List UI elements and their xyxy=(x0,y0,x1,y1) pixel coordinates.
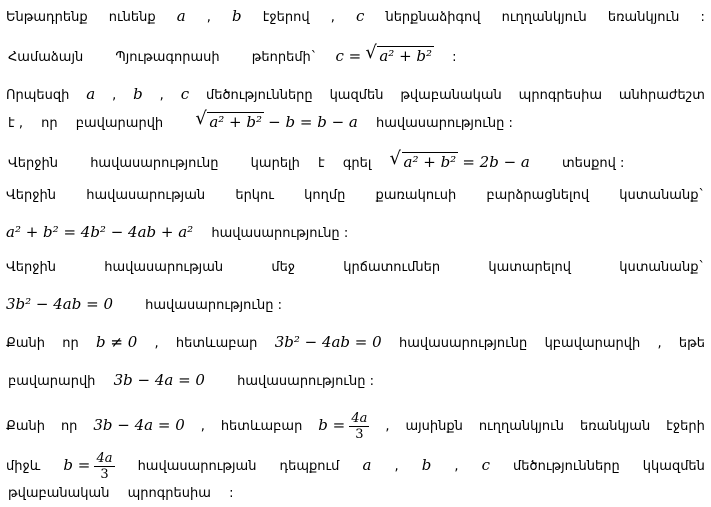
math-a: a xyxy=(176,7,186,25)
math-equation: a² + b² = 4b² − 4ab + a² xyxy=(6,223,194,241)
word: Համաձայն xyxy=(8,50,84,65)
word: կստանանք` xyxy=(619,260,705,275)
comma: , xyxy=(657,336,662,351)
comma: , xyxy=(394,459,399,474)
math-c: c xyxy=(180,85,190,103)
word: հավասարությունը xyxy=(398,336,528,351)
word: մեծությունները xyxy=(513,459,620,474)
comma: , xyxy=(385,419,390,434)
word: հավասարության xyxy=(104,260,224,275)
math-lhs: c = xyxy=(335,47,362,65)
comma: , xyxy=(112,88,117,103)
word: քառակուսի xyxy=(375,188,457,203)
period: : xyxy=(452,50,457,65)
word: դեպքում xyxy=(279,459,340,474)
word: պրոգրեսիա xyxy=(518,88,602,103)
word: եռանկյուն xyxy=(607,10,680,25)
word: Ենթադրենք xyxy=(6,10,88,25)
comma: , xyxy=(18,116,23,131)
word: հավասարության xyxy=(137,459,257,474)
word: կբավարարվի xyxy=(544,336,641,351)
word: էջերով xyxy=(262,10,310,25)
math-b: b xyxy=(231,7,242,25)
word: Պյութագորասի xyxy=(115,50,220,65)
word: կրճատումներ xyxy=(343,260,441,275)
word: հավասարության xyxy=(86,188,206,203)
word: հավասարությունը xyxy=(376,116,505,131)
line-6 xyxy=(6,186,705,206)
word: ունենք xyxy=(108,10,156,25)
line-7 xyxy=(6,222,705,244)
word: հավասարությունը xyxy=(237,374,366,389)
word: կողմը xyxy=(304,188,346,203)
math-equation: 3b − 4a = 0 xyxy=(113,371,205,389)
word: ուղղանկյուն xyxy=(478,419,564,434)
math-b: b xyxy=(421,456,432,474)
word: հավասարությունը xyxy=(90,156,219,171)
word: Վերջին xyxy=(6,188,57,203)
math-fraction-expression xyxy=(63,450,114,482)
fraction: $\frac{4a}{3}$ xyxy=(351,411,368,442)
word: կկազմեն xyxy=(642,459,705,474)
word: երկու xyxy=(235,188,274,203)
sqrt-expression: √ a² + b² xyxy=(365,42,433,65)
math-a: a xyxy=(362,456,372,474)
comma: , xyxy=(200,419,205,434)
word: կարելի xyxy=(250,156,300,171)
math-inequality: b ≠ 0 xyxy=(96,333,138,351)
word: տեսքով xyxy=(562,156,616,171)
word: թվաբանական xyxy=(8,486,110,501)
math-c: c xyxy=(355,7,365,25)
word: կազմեն xyxy=(329,88,384,103)
math-equation: 3b − 4a = 0 xyxy=(93,416,185,434)
math-rest: − b = b − a xyxy=(268,113,358,131)
word: հավասարությունը xyxy=(145,298,274,313)
sqrt-expression: √ a² + b² xyxy=(195,108,263,131)
word: Վերջին xyxy=(8,156,59,171)
word: Քանի xyxy=(6,419,45,434)
period: : xyxy=(343,226,349,241)
comma: , xyxy=(330,10,335,25)
period: : xyxy=(229,486,234,501)
word: այսինքն xyxy=(405,419,463,434)
line-13 xyxy=(6,450,705,482)
math-equation: 3b² − 4ab = 0 xyxy=(6,295,113,313)
word: հետևաբար xyxy=(175,336,258,351)
word: եռանկյան xyxy=(579,419,651,434)
comma: , xyxy=(454,459,459,474)
word: կստանանք` xyxy=(619,188,705,203)
word: որ xyxy=(41,116,58,131)
line-1 xyxy=(6,6,705,28)
comma: , xyxy=(154,336,159,351)
math-c: c xyxy=(481,456,490,474)
word: Վերջին xyxy=(6,260,57,275)
line-14 xyxy=(8,484,705,504)
period: : xyxy=(508,116,513,131)
word: էջերի xyxy=(666,419,705,434)
word: բավարարվի xyxy=(8,374,96,389)
line-11 xyxy=(8,370,705,392)
word: միջև xyxy=(6,459,41,474)
math-lhs: b = xyxy=(318,416,346,434)
math-rest: = 2b − a xyxy=(462,153,530,171)
line-4 xyxy=(8,108,705,134)
math-equation: 3b² − 4ab = 0 xyxy=(274,333,382,351)
word: գրել xyxy=(342,156,372,171)
word: որ xyxy=(62,336,79,351)
line-2 xyxy=(8,42,705,68)
period: : xyxy=(620,156,625,171)
math-a: a xyxy=(86,85,96,103)
line-3 xyxy=(6,84,705,106)
sqrt-expression: √ a² + b² xyxy=(389,148,457,171)
word: ուղղանկյուն xyxy=(501,10,587,25)
word: պրոգրեսիա xyxy=(127,486,211,501)
line-9 xyxy=(6,294,705,316)
word: բարձրացնելով xyxy=(486,188,590,203)
fraction: $\frac{4a}{3}$ xyxy=(96,451,113,482)
comma: , xyxy=(206,10,211,25)
word: Քանի xyxy=(6,336,45,351)
word: որ xyxy=(60,419,78,434)
word: է xyxy=(8,116,15,131)
period: : xyxy=(700,10,705,25)
math-b: b xyxy=(133,85,143,103)
math-fraction-expression xyxy=(318,410,369,442)
word: եթե xyxy=(678,336,705,351)
math-lhs: b = xyxy=(63,456,91,474)
period: : xyxy=(277,298,283,313)
word: անհրաժեշտ xyxy=(618,88,705,103)
word: մեջ xyxy=(271,260,296,275)
word: հավասարությունը xyxy=(211,226,340,241)
line-10 xyxy=(6,332,705,354)
word: հետևաբար xyxy=(220,419,303,434)
word: կատարելով xyxy=(488,260,572,275)
line-12 xyxy=(6,410,705,442)
line-5 xyxy=(8,148,705,174)
comma: , xyxy=(159,88,164,103)
word: բավարարվի xyxy=(75,116,164,131)
word: թեորեմի` xyxy=(251,50,318,65)
word: ներքնաձիգով xyxy=(385,10,481,25)
word: մեծությունները xyxy=(205,88,313,103)
word: թվաբանական xyxy=(400,88,502,103)
period: : xyxy=(369,374,374,389)
word: Որպեսզի xyxy=(6,88,70,103)
word: է xyxy=(317,156,325,171)
line-8 xyxy=(6,258,705,278)
